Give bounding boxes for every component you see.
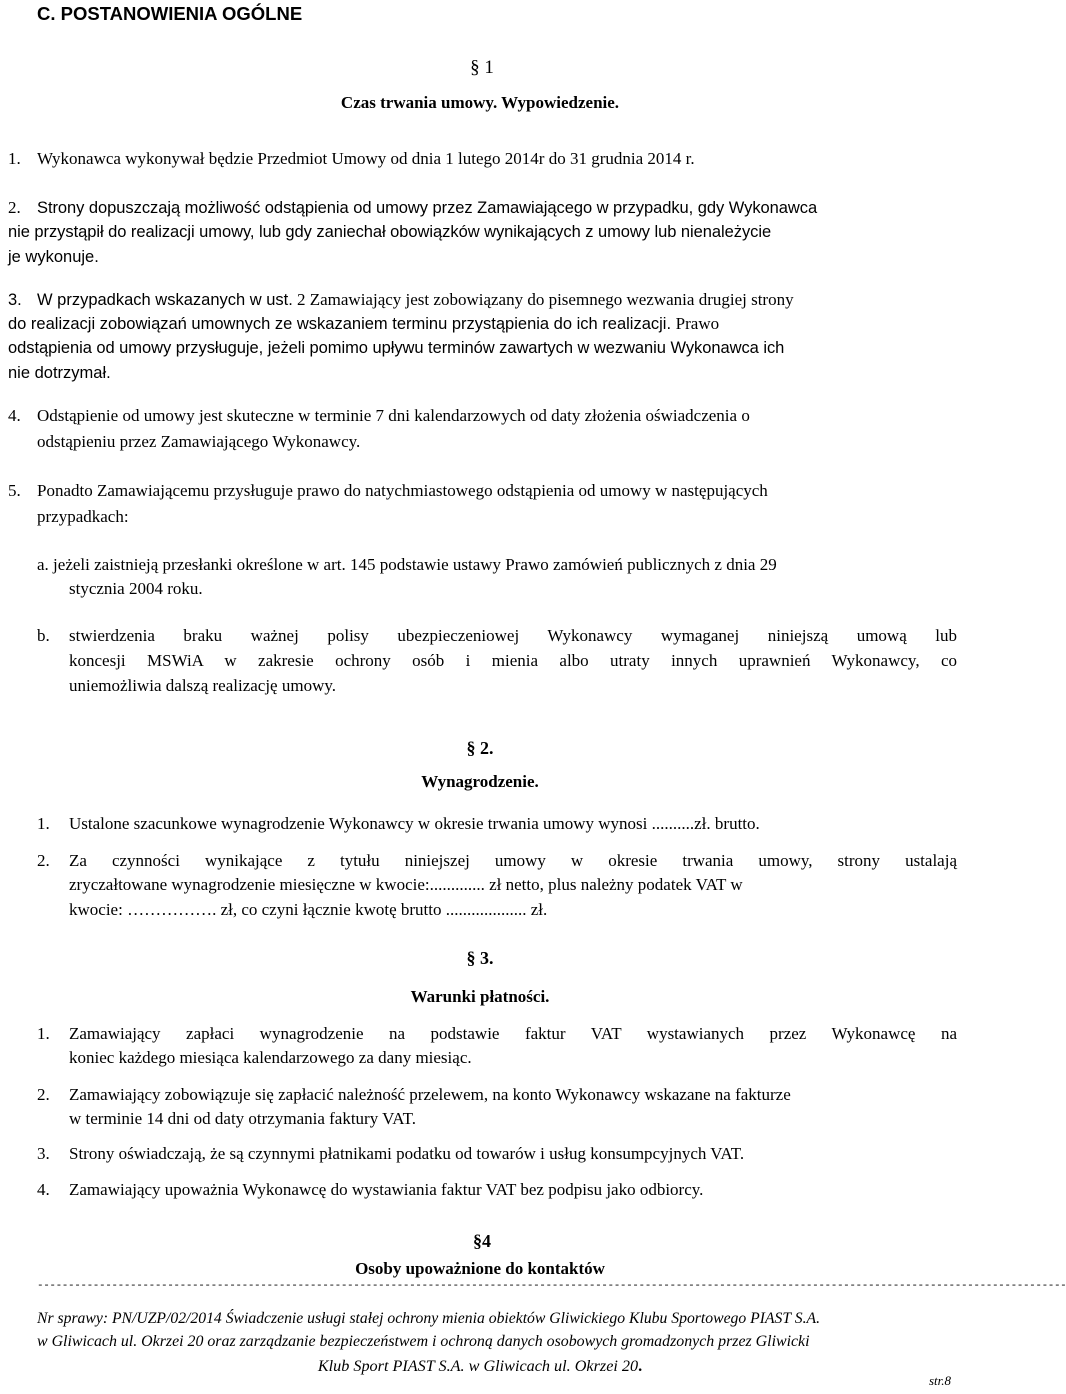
s1-p2-line2: nie przystąpił do realizacji umowy, lub gdy zaniechał obowiązków wynikających z umowy lub nienależycie	[8, 223, 772, 241]
page-number: str.8	[929, 1373, 952, 1388]
s1-p5-line1: Ponadto Zamawiającemu przysługuje prawo do natychmiastowego odstąpienia od umowy w następujących	[37, 481, 768, 500]
s3-p3-text: Strony oświadczają, że są czynnymi płatnikami podatku od towarów i usług konsumpcyjnych VAT.	[69, 1144, 745, 1163]
section-3-number: § 3.	[466, 948, 494, 968]
s3-p3-number: 3.	[37, 1144, 50, 1163]
document-heading: C. POSTANOWIENIA OGÓLNE	[37, 3, 303, 24]
section-3-title: Warunki płatności.	[410, 987, 550, 1006]
footer-line3-text: Klub Sport PIAST S.A. w Gliwicach ul. Okrzei 20	[317, 1357, 639, 1375]
s2-p1-text: Ustalone szacunkowe wynagrodzenie Wykonawcy w okresie trwania umowy wynosi ..........zł. brutto.	[69, 814, 760, 833]
s1-pb-line2: koncesji MSWiA w zakresie ochrony osób i mienia albo utraty innych uprawnień Wykonawcy, co	[69, 651, 957, 670]
s1-p4-line1: Odstąpienie od umowy jest skuteczne w terminie 7 dni kalendarzowych od daty złożenia oświadczenia o	[37, 406, 750, 425]
s1-p3-line1-part-a: W przypadkach wskazanych w ust.	[37, 291, 293, 309]
s1-p1-text: Wykonawca wykonywał będzie Przedmiot Umowy od dnia 1 lutego 2014r do 31 grudnia 2014 r.	[37, 149, 695, 168]
s1-p2-line1: Strony dopuszczają możliwość odstąpienia od umowy przez Zamawiającego w przypadku, gdy Wykonawca	[37, 199, 818, 217]
s3-p1-line2: koniec każdego miesiąca kalendarzowego za dany miesiąc.	[69, 1048, 472, 1067]
s1-pb-line1: stwierdzenia braku ważnej polisy ubezpieczeniowej Wykonawcy wymaganej niniejszą umową lub	[69, 626, 957, 645]
footer-line1: Nr sprawy: PN/UZP/02/2014 Świadczenie usługi stałej ochrony mienia obiektów Gliwickiego Klubu Sportowego PIAST S.A.	[37, 1310, 821, 1327]
s2-p2-line3: kwocie: ……………. zł, co czyni łącznie kwotę brutto ................... zł.	[69, 900, 548, 919]
s1-p2-line3: je wykonuje.	[8, 248, 99, 266]
s1-pb-line3: uniemożliwia dalszą realizację umowy.	[69, 676, 337, 695]
section-1-number: § 1	[470, 57, 494, 78]
footer-divider: ----------------------------------------------------------------------------------------------------------------------------------------------------------------------	[37, 1280, 1066, 1292]
s3-p1-line1: Zamawiający zapłaci wynagrodzenie na podstawie faktur VAT wystawianych przez Wykonawcę na	[69, 1024, 957, 1043]
section-4-number: §4	[473, 1231, 491, 1251]
s1-p4-line2: odstąpieniu przez Zamawiającego Wykonawcy.	[37, 432, 361, 451]
section-1-title: Czas trwania umowy. Wypowiedzenie.	[340, 93, 620, 112]
section-2-number: § 2.	[466, 738, 494, 758]
s3-p1-number: 1.	[37, 1024, 50, 1043]
s2-p2-line1: Za czynności wynikające z tytułu niniejszej umowy w okresie trwania umowy, strony ustalają	[69, 851, 957, 870]
s1-p3-line2-part-b: Prawo	[675, 314, 720, 333]
s1-p3-line1	[37, 288, 957, 312]
s1-p4-number: 4.	[8, 406, 21, 425]
s2-p2-number: 2.	[37, 851, 50, 870]
s1-p3-line2	[8, 312, 719, 336]
s1-p2-number: 2.	[8, 198, 21, 217]
s1-p3-line4: nie dotrzymał.	[8, 364, 111, 382]
section-4-title: Osoby upoważnione do kontaktów	[355, 1259, 605, 1278]
s3-p4-text: Zamawiający upoważnia Wykonawcę do wystawiania faktur VAT bez podpisu jako odbiorcy.	[69, 1180, 704, 1199]
s2-p2-line2: zryczałtowane wynagrodzenie miesięczne w kwocie:............. zł netto, plus należny podatek VAT w	[69, 875, 743, 894]
s1-pb-number: b.	[37, 626, 50, 645]
s1-p3-number: 3.	[8, 291, 22, 309]
section-2-title: Wynagrodzenie.	[421, 772, 539, 791]
s1-p5-number: 5.	[8, 481, 21, 500]
s3-p4-number: 4.	[37, 1180, 50, 1199]
s3-p2-line1: Zamawiający zobowiązuje się zapłacić należność przelewem, na konto Wykonawcy wskazane na fakturze	[69, 1085, 791, 1104]
s3-p2-number: 2.	[37, 1085, 50, 1104]
s2-p1-number: 1.	[37, 814, 50, 833]
s1-pa-line2: stycznia 2004 roku.	[69, 579, 203, 598]
s1-p3-line1-part-b: 2 Zamawiający jest zobowiązany do pisemnego wezwania drugiej strony	[296, 290, 794, 309]
s1-p5-line2: przypadkach:	[37, 507, 129, 526]
footer-line3-period: .	[638, 1357, 643, 1375]
s1-pa-line1: a. jeżeli zaistnieją przesłanki określone w art. 145 podstawie ustawy Prawo zamówień publicznych z dnia 29	[37, 555, 777, 574]
footer-line2: w Gliwicach ul. Okrzei 20 oraz zarządzanie bezpieczeństwem i ochroną danych osobowych gromadzonych przez Gliwicki	[37, 1333, 810, 1350]
footer-line3	[0, 1355, 960, 1377]
s1-p1-number: 1.	[8, 149, 21, 168]
s1-p3-line3: odstąpienia od umowy przysługuje, jeżeli pomimo upływu terminów zawartych w wezwaniu Wykonawca ich	[8, 339, 785, 357]
s3-p2-line2: w terminie 14 dni od daty otrzymania faktury VAT.	[69, 1109, 417, 1128]
s1-p3-line2-part-a: do realizacji zobowiązań umownych ze wskazaniem terminu przystąpienia do ich realizacji.	[8, 315, 672, 333]
